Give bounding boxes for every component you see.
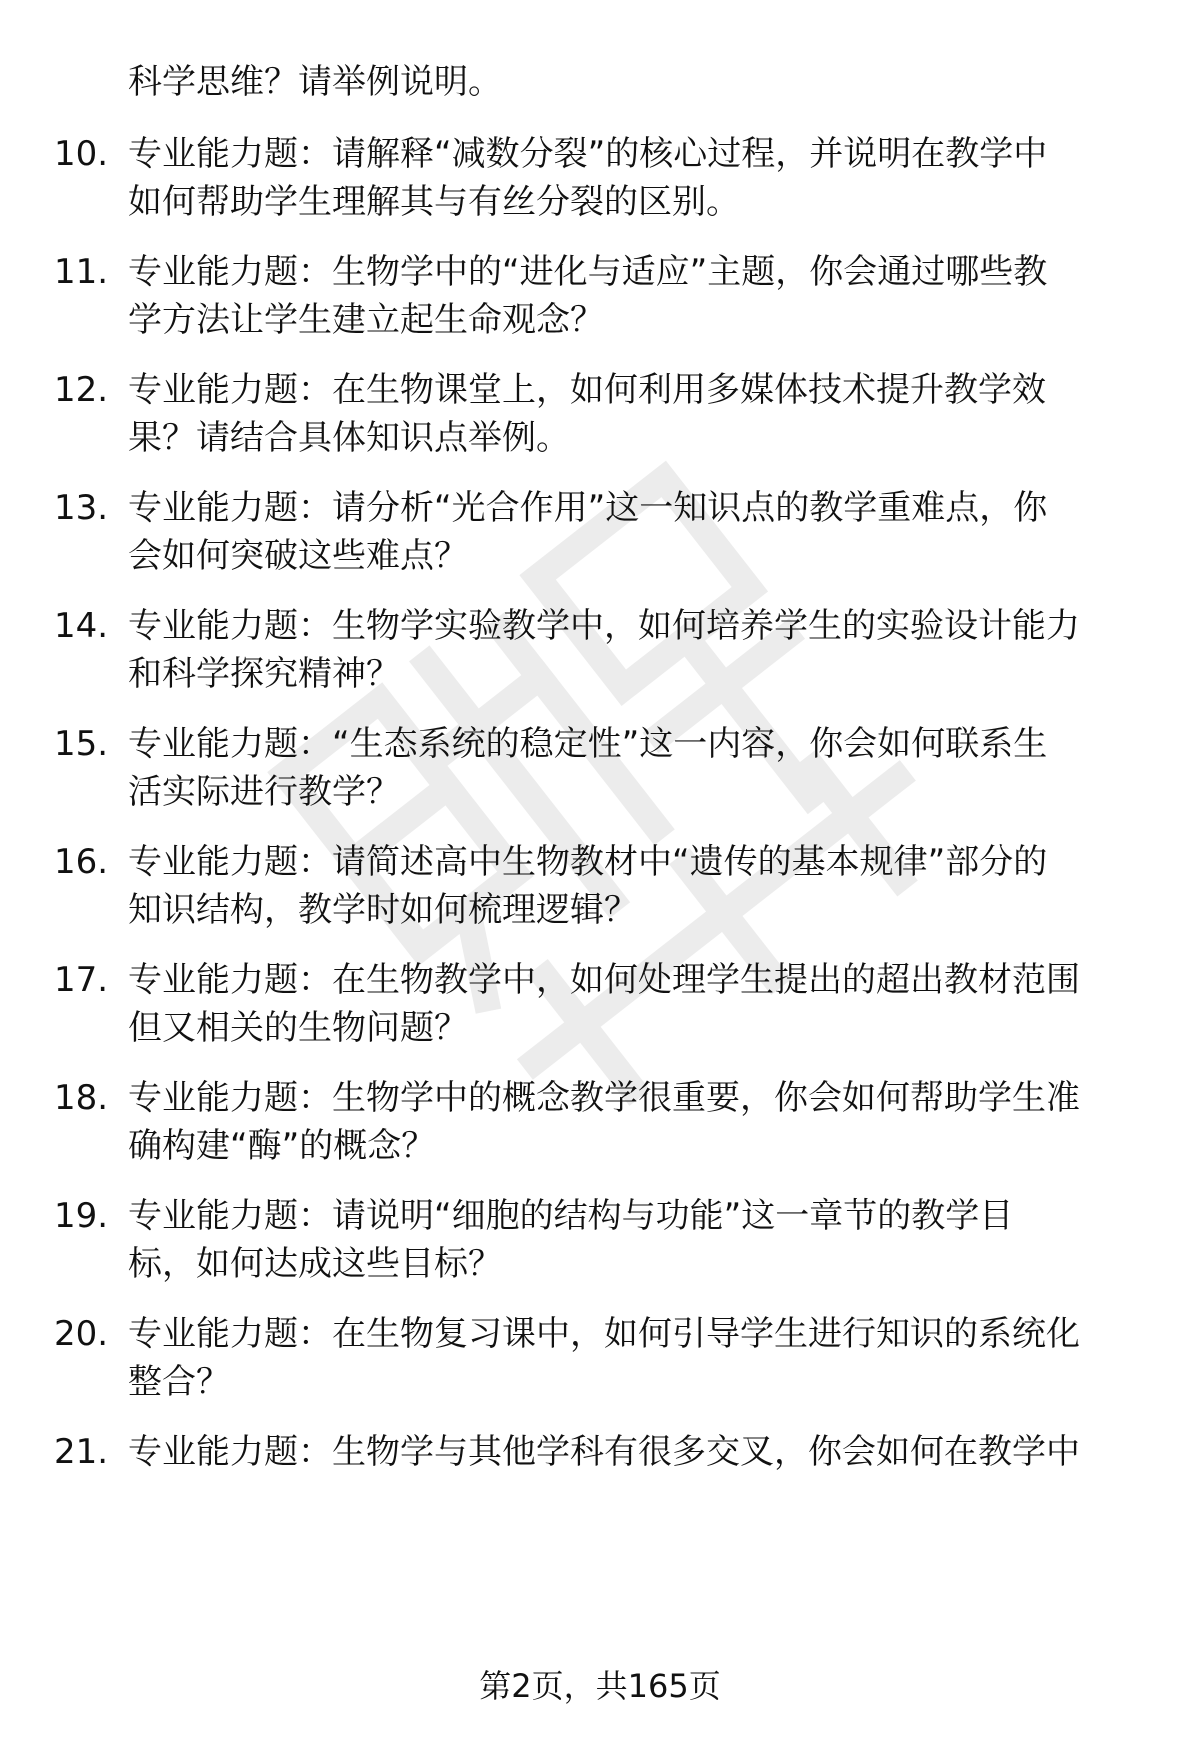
item-text — [128, 248, 1148, 344]
item-text — [128, 484, 1148, 580]
item-line: 专业能力题：生物学中的概念教学很重要，你会如何帮助学生准 — [128, 1078, 1080, 1118]
item-line: 知识结构，教学时如何梳理逻辑？ — [128, 890, 638, 930]
item-text — [128, 130, 1148, 226]
item-text — [128, 1192, 1148, 1288]
item-number: 21. — [54, 1432, 109, 1472]
item-line: 标，如何达成这些目标？ — [128, 1244, 502, 1284]
item-line: 活实际进行教学？ — [128, 772, 400, 812]
item-number: 19. — [54, 1196, 109, 1236]
item-line: 和科学探究精神？ — [128, 654, 400, 694]
item-line: 专业能力题：请简述高中生物教材中“遗传的基本规律”部分的 — [128, 842, 1048, 882]
item-number: 17. — [54, 960, 109, 1000]
item-line: 专业能力题：请说明“细胞的结构与功能”这一章节的教学目 — [128, 1196, 1014, 1236]
item-line: 专业能力题：请分析“光合作用”这一知识点的教学重难点，你 — [128, 488, 1048, 528]
item-line: 专业能力题：“生态系统的稳定性”这一内容，你会如何联系生 — [128, 724, 1048, 764]
item-number: 18. — [54, 1078, 109, 1118]
item-line: 专业能力题：在生物复习课中，如何引导学生进行知识的系统化 — [128, 1314, 1080, 1354]
item-line: 专业能力题：生物学实验教学中，如何培养学生的实验设计能力 — [128, 606, 1080, 646]
item-text — [128, 1310, 1148, 1406]
item-number: 14. — [54, 606, 109, 646]
item-line: 专业能力题：生物学中的“进化与适应”主题，你会通过哪些教 — [128, 252, 1048, 292]
page-footer: 第2页，共165页 — [479, 1667, 721, 1705]
item-text — [128, 956, 1148, 1052]
item-number: 11. — [54, 252, 109, 292]
item-number: 13. — [54, 488, 109, 528]
item-line: 学方法让学生建立起生命观念？ — [128, 300, 604, 340]
item-line: 果？请结合具体知识点举例。 — [128, 418, 570, 458]
item-text — [128, 602, 1148, 698]
item-line: 整合？ — [128, 1362, 230, 1402]
item-text — [128, 1428, 1148, 1476]
item-text — [128, 366, 1148, 462]
item-line: 会如何突破这些难点？ — [128, 536, 468, 576]
item-number: 15. — [54, 724, 109, 764]
item-text — [128, 720, 1148, 816]
continuation-line: 科学思维？请举例说明。 — [128, 62, 502, 102]
item-line: 专业能力题：在生物教学中，如何处理学生提出的超出教材范围 — [128, 960, 1080, 1000]
item-number: 20. — [54, 1314, 109, 1354]
item-line: 但又相关的生物问题？ — [128, 1008, 468, 1048]
item-line: 专业能力题：请解释“减数分裂”的核心过程，并说明在教学中 — [128, 134, 1048, 174]
item-line: 确构建“酶”的概念？ — [128, 1126, 436, 1166]
item-number: 16. — [54, 842, 109, 882]
item-text — [128, 1074, 1148, 1170]
item-line: 专业能力题：在生物课堂上，如何利用多媒体技术提升教学效 — [128, 370, 1046, 410]
item-line: 专业能力题：生物学与其他学科有很多交叉，你会如何在教学中 — [128, 1432, 1080, 1472]
item-number: 10. — [54, 134, 109, 174]
item-text — [128, 838, 1148, 934]
item-number: 12. — [54, 370, 109, 410]
item-line: 如何帮助学生理解其与有丝分裂的区别。 — [128, 182, 740, 222]
